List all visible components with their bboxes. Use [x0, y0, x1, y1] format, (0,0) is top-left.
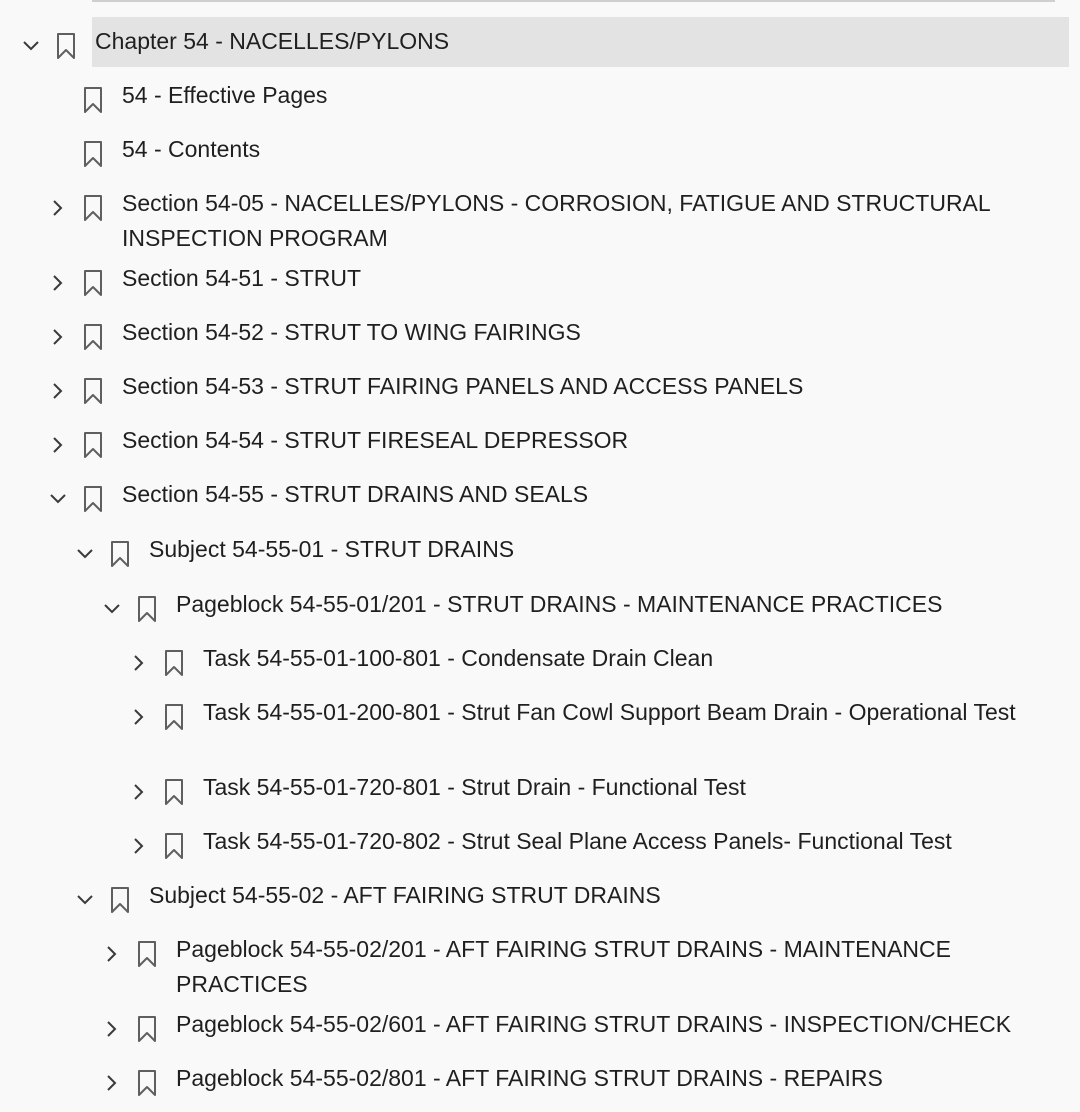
chevron-right-icon[interactable] — [47, 380, 69, 402]
tree-item-label: Pageblock 54-55-02/201 - AFT FAIRING STRUT DRAINS - MAINTENANCE PRACTICES — [176, 936, 951, 997]
tree-item-label: Pageblock 54-55-01/201 - STRUT DRAINS - MAINTENANCE PRACTICES — [176, 591, 943, 617]
bookmark-icon — [163, 703, 185, 731]
tree-item-label: Section 54-53 - STRUT FAIRING PANELS AND ACCESS PANELS — [122, 373, 804, 399]
tree-item-label: Task 54-55-01-100-801 - Condensate Drain Clean — [203, 645, 714, 671]
chevron-down-icon[interactable] — [20, 35, 42, 57]
chevron-down-icon[interactable] — [74, 889, 96, 911]
tree-item-label: Task 54-55-01-200-801 - Strut Fan Cowl Support Beam Drain - Operational Test — [203, 699, 1016, 725]
tree-item-label: 54 - Effective Pages — [122, 82, 328, 108]
chevron-down-icon[interactable] — [74, 543, 96, 565]
tree-item-label: Subject 54-55-02 - AFT FAIRING STRUT DRAINS — [149, 882, 661, 908]
bookmark-icon — [109, 540, 131, 568]
tree-item-label: 54 - Contents — [122, 136, 261, 162]
tree-item-label: Pageblock 54-55-02/601 - AFT FAIRING STRUT DRAINS - INSPECTION/CHECK — [176, 1011, 1012, 1037]
bookmark-icon — [82, 140, 104, 168]
tree-item-label: Task 54-55-01-720-802 - Strut Seal Plane Access Panels- Functional Test — [203, 828, 952, 854]
chevron-right-icon[interactable] — [47, 326, 69, 348]
bookmark-icon — [136, 1015, 158, 1043]
tree-item-label: Chapter 54 - NACELLES/PYLONS — [95, 28, 450, 54]
chevron-right-icon[interactable] — [128, 706, 150, 728]
chevron-right-icon[interactable] — [128, 835, 150, 857]
chevron-right-icon[interactable] — [128, 652, 150, 674]
tree-item-label: Section 54-05 - NACELLES/PYLONS - CORROSION, FATIGUE AND STRUCTURAL INSPECTION PROGRAM — [122, 190, 990, 251]
bookmark-icon — [82, 377, 104, 405]
chevron-down-icon[interactable] — [47, 488, 69, 510]
bookmark-icon — [163, 649, 185, 677]
tree-item-label: Task 54-55-01-720-801 - Strut Drain - Functional Test — [203, 774, 746, 800]
bookmark-icon — [109, 886, 131, 914]
bookmark-icon — [163, 832, 185, 860]
tree-item-label: Section 54-52 - STRUT TO WING FAIRINGS — [122, 319, 581, 345]
bookmark-icon — [82, 194, 104, 222]
bookmark-icon — [136, 1069, 158, 1097]
chevron-right-icon[interactable] — [101, 943, 123, 965]
tree-item-label: Pageblock 54-55-02/801 - AFT FAIRING STRUT DRAINS - REPAIRS — [176, 1065, 883, 1091]
chevron-right-icon[interactable] — [101, 1072, 123, 1094]
bookmark-icon — [136, 595, 158, 623]
bookmark-icon — [82, 86, 104, 114]
tree-item-label: Subject 54-55-01 - STRUT DRAINS — [149, 536, 515, 562]
bookmark-icon — [136, 940, 158, 968]
bookmark-icon — [55, 32, 77, 60]
tree-item-label: Section 54-54 - STRUT FIRESEAL DEPRESSOR — [122, 427, 629, 453]
bookmark-icon — [82, 269, 104, 297]
chevron-right-icon[interactable] — [128, 781, 150, 803]
tree-item-label: Section 54-55 - STRUT DRAINS AND SEALS — [122, 481, 589, 507]
chevron-right-icon[interactable] — [47, 197, 69, 219]
chevron-right-icon[interactable] — [101, 1018, 123, 1040]
chevron-down-icon[interactable] — [101, 598, 123, 620]
bookmark-icon — [82, 485, 104, 513]
chevron-right-icon[interactable] — [47, 434, 69, 456]
bookmark-icon — [163, 778, 185, 806]
bookmark-icon — [82, 323, 104, 351]
tree-item-label: Section 54-51 - STRUT — [122, 265, 362, 291]
bookmark-icon — [82, 431, 104, 459]
chevron-right-icon[interactable] — [47, 272, 69, 294]
